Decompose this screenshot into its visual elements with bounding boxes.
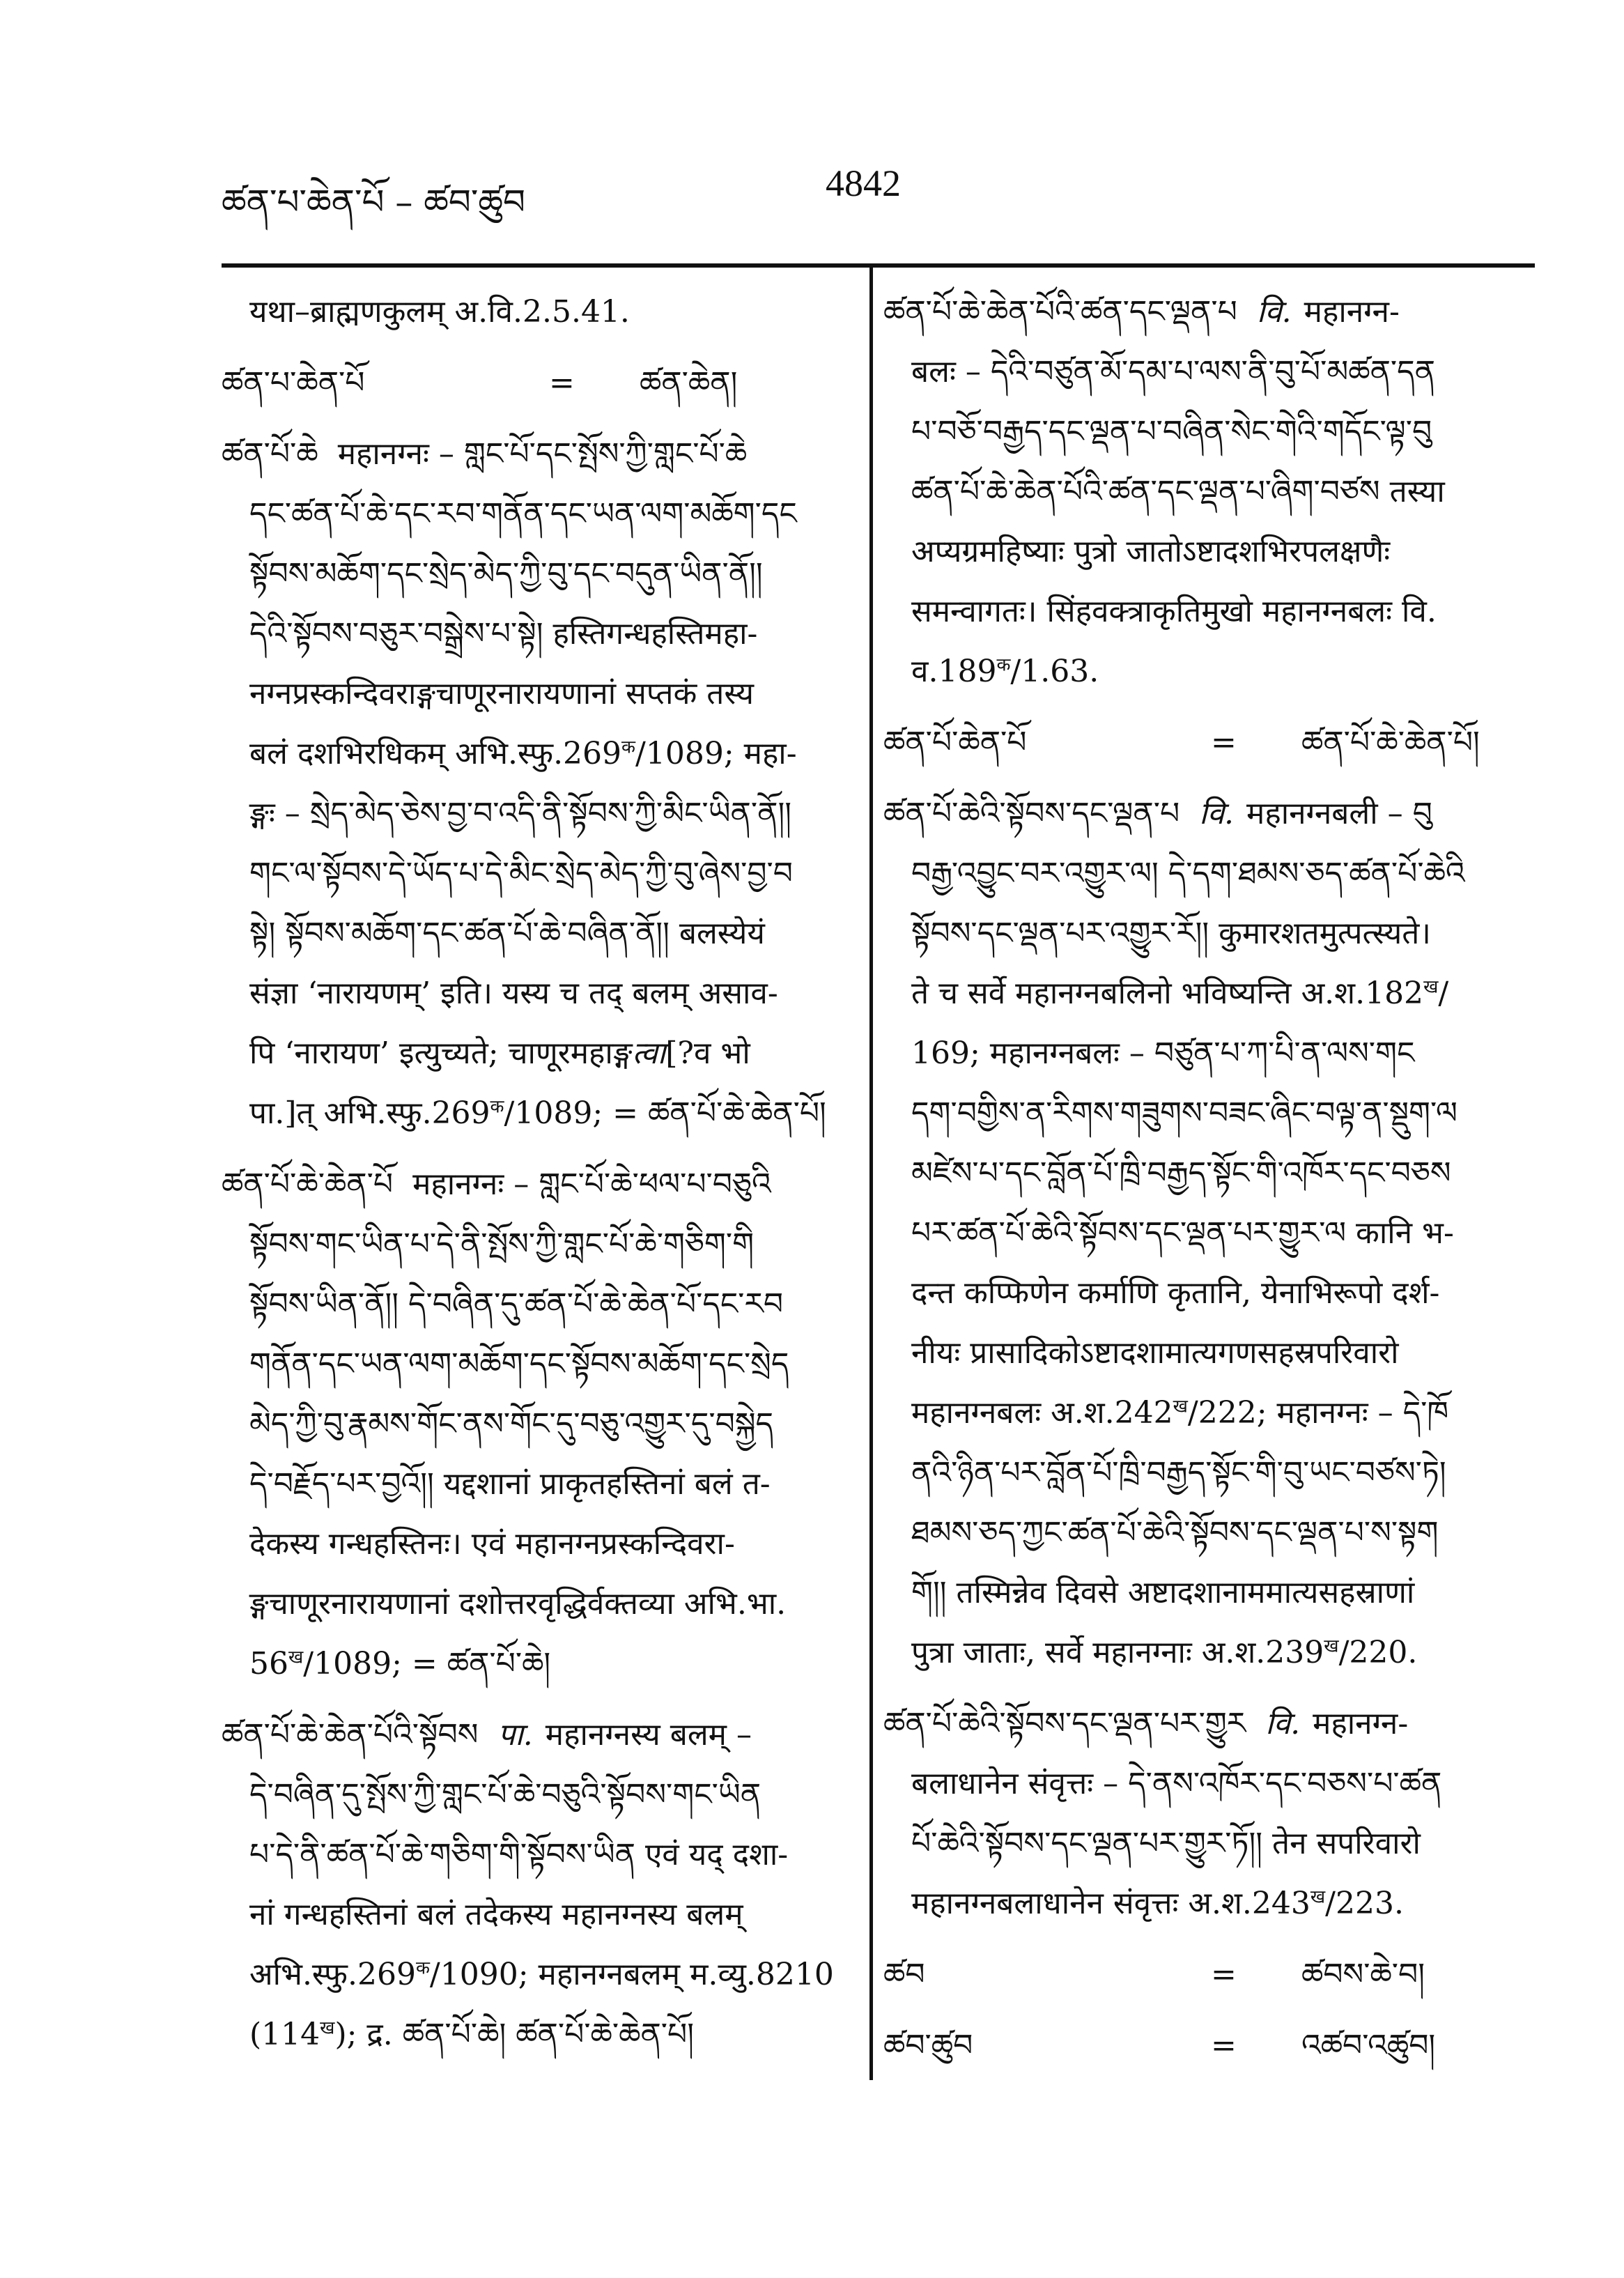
grammar-label: वि. xyxy=(1256,294,1292,330)
column-divider xyxy=(869,265,873,2080)
definition-text: གང་ལ་སྟོབས་དེ་ཡོད་པ་དེ་མིང་སྲེད་མེད་ཀྱི་བུ་ཞེས་བྱ་བ xyxy=(249,856,793,891)
definition-text: 56 xyxy=(249,1646,288,1681)
entry-line xyxy=(883,1754,1535,1814)
definition-text: पा.]त् अभि.स्फु.269 xyxy=(249,1095,490,1131)
definition-text: महानग्नबलः अ.श.242 xyxy=(911,1395,1173,1431)
entry-line xyxy=(222,544,852,604)
headword: ཚན་པོ་ཆེ xyxy=(222,436,318,472)
equals-sign: = xyxy=(1211,2028,1237,2063)
headword: ཚན་པོ་ཆེའི་སྟོབས་དང་ལྡན་པ xyxy=(883,796,1180,831)
cross-reference-entry xyxy=(222,353,852,413)
headword: ཚན་པོ་ཆེ་ཆེན་པོའི་ཚན་དང་ལྡན་པ xyxy=(883,294,1237,330)
grammar-label: वि. xyxy=(1265,1706,1301,1741)
entry-line xyxy=(222,1945,852,2005)
entry-line xyxy=(883,1503,1535,1563)
entry-line xyxy=(883,1024,1535,1084)
dictionary-entry xyxy=(883,1694,1535,1934)
entry-line xyxy=(883,1263,1535,1323)
entry-line xyxy=(222,1634,852,1694)
definition-text: पुत्रा जाताः, सर्वे महानग्नाः अ.श.239 xyxy=(911,1635,1324,1670)
definition-text: ནའི་ཉིན་པར་བློན་པོ་ཁྲི་བརྒྱད་སྟོང་གི་བུ་ཡང་བཙས་ཏེ། xyxy=(911,1455,1446,1491)
entry-line xyxy=(883,1323,1535,1383)
definition-text: 169; महानग्नबलः – བཙུན་པ་ཀ་པི་ན་ལས་གང xyxy=(911,1036,1415,1071)
definition-text: नीयः प्रासादिकोऽष्टादशामात्यगणसहस्रपरिवारो xyxy=(911,1335,1399,1371)
entry-line xyxy=(222,2005,852,2065)
definition-text: /223. xyxy=(1325,1886,1404,1921)
dictionary-entry xyxy=(883,713,1535,773)
grammar-label: पा. xyxy=(497,1717,533,1753)
left-column xyxy=(222,282,852,2065)
definition-text: དེ་བཞིན་དུ་སྤོས་ཀྱི་གླང་པོ་ཆེ་བཅུའི་སྟོབས་གང་ཡིན xyxy=(249,1777,761,1813)
definition-text: महानग्नः – གླང་པོ་དང་སྤོས་ཀྱི་གླང་པོ་ཆེ xyxy=(337,436,748,472)
definition-text: महानग्नः – གླང་པོ་ཆེ་ཕལ་པ་བཅུའི xyxy=(412,1167,771,1202)
entry-line xyxy=(883,402,1535,462)
entry-line xyxy=(883,462,1535,522)
definition-text: པོ་ཆེའི་སྟོབས་དང་ལྡན་པར་གྱུར་ཏོ།། तेन सपरिवारो xyxy=(911,1826,1421,1861)
entry-line xyxy=(222,1765,852,1825)
entry-line xyxy=(222,844,852,904)
definition-text: སྟོབས་མཆོག་དང་སྲེད་མེད་ཀྱི་བུ་དང་བདུན་ཡིན་ནོ།། xyxy=(249,556,763,592)
dictionary-entry xyxy=(222,424,852,1144)
folio-side-superscript: क xyxy=(996,654,1011,676)
headword: ཚབ་ཚུབ xyxy=(883,2028,973,2063)
definition-text: མེད་ཀྱི་བུ་རྣམས་གོང་ནས་གོང་དུ་བཅུ་འགྱུར་དུ་བསྐྱེད xyxy=(249,1406,774,1442)
cross-reference-target: འཚབ་འཚུབ། xyxy=(1301,2028,1436,2063)
page-number: 4842 xyxy=(826,162,901,204)
definition-text: བརྒྱ་འབྱུང་བར་འགྱུར་ལ། དེ་དག་ཐམས་ཅད་ཚན་པོ་ཆེའི xyxy=(911,856,1465,891)
folio-side-superscript: क xyxy=(415,1957,430,1979)
headword: ཚན་པ་ཆེན་པོ xyxy=(222,365,365,401)
definition-text: དེའི་སྟོབས་བཅུར་བསྒྲེས་པ་སྟེ། हस्तिगन्धहस्तिमहा- xyxy=(249,616,758,652)
folio-side-superscript: ख xyxy=(1310,1886,1326,1908)
dictionary-entry xyxy=(222,1155,852,1694)
equals-sign: = xyxy=(1211,725,1237,760)
definition-text: नग्नप्रस्कन्दिवराङ्गचाणूरनारायणानां सप्तकं तस्य xyxy=(249,676,754,711)
cross-reference-target: ཚན་པོ་ཆེ་ཆེན་པོ། xyxy=(1301,725,1480,760)
entry-line xyxy=(222,484,852,544)
definition-text: व.189 xyxy=(911,654,997,689)
definition-text: གོ།། तस्मिन्नेव दिवसे अष्टादशानाममात्यसहस्राणां xyxy=(911,1575,1415,1610)
definition-text: संज्ञा ‘नारायणम्’ इति। यस्य च तद् बलम् असाव- xyxy=(249,976,778,1011)
definition-text: གནོན་དང་ཡན་ལག་མཆོག་དང་སྟོབས་མཆོག་དང་སྲེད xyxy=(249,1346,789,1382)
dictionary-entry xyxy=(883,282,1535,702)
definition-text: बलः – དེའི་བཙུན་མོ་དམ་པ་ལས་ནི་བུ་པོ་མཚན་དན xyxy=(911,354,1435,390)
definition-text: པར་ཚན་པོ་ཆེའི་སྟོབས་དང་ལྡན་པར་གྱུར་ལ कानि भ- xyxy=(911,1215,1454,1251)
headword: ཚན་པོ་ཆེ་ཆེན་པོ xyxy=(222,1167,394,1202)
entry-line xyxy=(883,1203,1535,1263)
entry-line xyxy=(883,642,1535,702)
entry-line xyxy=(222,1275,852,1334)
definition-text: महानग्न- xyxy=(1304,294,1400,330)
entry-line xyxy=(883,1874,1535,1934)
entry-line xyxy=(883,1084,1535,1144)
entry-line xyxy=(883,1814,1535,1874)
header-rule xyxy=(222,263,1535,268)
entry-line xyxy=(222,664,852,724)
entry-line xyxy=(222,1084,852,1144)
entry-line xyxy=(883,1443,1535,1503)
definition-text: མཛེས་པ་དང་བློན་པོ་ཁྲི་བརྒྱད་སྟོང་གི་འཁོར་དང་བཅས xyxy=(911,1155,1451,1191)
definition-text: /220. xyxy=(1338,1635,1418,1670)
folio-side-superscript: ख xyxy=(320,2017,335,2039)
entry-line xyxy=(222,604,852,664)
dictionary-entry xyxy=(222,353,852,413)
entry-line xyxy=(222,724,852,784)
cross-reference-entry xyxy=(883,1945,1535,2005)
definition-text: यथा–ब्राह्मणकुलम् अ.वि.2.5.41. xyxy=(249,294,630,330)
definition-text: पि ‘नारायण’ इत्युच्यते; चाणूरमहाङ्ग xyxy=(249,1036,633,1071)
entry-line xyxy=(222,1574,852,1634)
entry-line xyxy=(222,1024,852,1084)
definition-text: अभि.स्फु.269 xyxy=(249,1957,416,1992)
definition-text: दन्त कप्फिणेन कर्माणि कृतानि, येनाभिरूपो दर्श- xyxy=(911,1275,1440,1311)
definition-text: /222; महानग्नः – དེ་ཁོ xyxy=(1187,1395,1449,1431)
definition-text: अप्यग्रमहिष्याः पुत्रो जातोऽष्टादशभिरपलक्षणैः xyxy=(911,534,1391,569)
entry-line xyxy=(222,1155,852,1215)
entry-line xyxy=(883,342,1535,402)
definition-text: (114 xyxy=(249,2017,320,2052)
entry-line xyxy=(222,1705,852,1765)
folio-side-superscript: ख xyxy=(1324,1636,1339,1657)
entry-line xyxy=(883,844,1535,904)
right-column xyxy=(883,282,1535,2076)
definition-text: समन्वागतः। सिंहवक्त्राकृतिमुखो महानग्नबलः वि. xyxy=(911,594,1437,629)
headword: ཚབ xyxy=(883,1957,925,1992)
cross-reference-entry xyxy=(883,2016,1535,2076)
definition-text: པ་བཅོ་བརྒྱད་དང་ལྡན་པ་བཞིན་སེང་གེའི་གདོང་ལྟ་བུ xyxy=(911,414,1432,449)
entry-line xyxy=(883,522,1535,582)
entry-line xyxy=(222,904,852,964)
definition-text: དང་ཚན་པོ་ཆེ་དང་རབ་གནོན་དང་ཡན་ལག་མཆོག་དང xyxy=(249,496,797,532)
entry-line xyxy=(883,904,1535,964)
running-header: ཚན་པ་ཆེན་པོ – ཚབ་ཚུབ xyxy=(222,182,526,222)
headword: ཚན་པོ་ཆེའི་སྟོབས་དང་ལྡན་པར་གྱུར xyxy=(883,1706,1246,1741)
definition-text: དེ་བརྗོད་པར་བྱའོ།། यद्दशानां प्राकृतहस्तिनां बलं त- xyxy=(249,1466,771,1502)
dictionary-entry xyxy=(222,282,852,342)
definition-text: /1.63. xyxy=(1010,654,1099,689)
definition-text: महानग्नस्य बलम् – xyxy=(545,1717,752,1753)
entry-line xyxy=(883,1563,1535,1623)
definition-text: महानग्नबली – བུ xyxy=(1246,796,1432,831)
entry-line xyxy=(222,1514,852,1574)
headword: ཚན་པོ་ཆེན་པོ xyxy=(883,725,1027,760)
definition-text: बलं दशभिरधिकम् अभि.स्फु.269 xyxy=(249,736,622,771)
definition-text: ङ्गचाणूरनारायणानां दशोत्तरवृद्धिर्वक्तव्या अभि.भा. xyxy=(249,1586,787,1622)
definition-text: /1089; = ཚན་པོ་ཆེ། xyxy=(303,1646,551,1681)
dictionary-entry xyxy=(883,1945,1535,2005)
definition-text: ); द्र. ཚན་པོ་ཆེ། ཚན་པོ་ཆེ་ཆེན་པོ། xyxy=(334,2017,695,2052)
definition-text: /1090; महानग्नबलम् म.व्यु.8210 xyxy=(429,1957,834,1992)
entry-line xyxy=(222,1334,852,1394)
equals-sign: = xyxy=(549,365,575,401)
definition-text: नां गन्धहस्तिनां बलं तदेकस्य महानग्नस्य बलम् xyxy=(249,1897,743,1932)
entry-line xyxy=(883,784,1535,844)
cross-reference-entry xyxy=(883,713,1535,773)
definition-text: महानग्नबलाधानेन संवृत्तः अ.श.243 xyxy=(911,1886,1310,1921)
cross-reference-target: ཚབས་ཆེ་བ། xyxy=(1301,1957,1425,1992)
definition-text: སྟོབས་གང་ཡིན་པ་དེ་ནི་སྤོས་ཀྱི་གླང་པོ་ཆེ་གཅིག་གི xyxy=(249,1226,755,1262)
folio-side-superscript: ख xyxy=(288,1647,304,1668)
entry-line xyxy=(222,282,852,342)
entry-line xyxy=(222,1825,852,1885)
entry-line xyxy=(883,1623,1535,1683)
italic-text: त्वा xyxy=(632,1036,666,1071)
entry-line xyxy=(222,1215,852,1275)
equals-sign: = xyxy=(1211,1957,1237,1992)
entry-line xyxy=(222,964,852,1024)
grammar-label: वि. xyxy=(1199,796,1235,831)
entry-line xyxy=(883,1694,1535,1754)
cross-reference-target: ཚན་ཆེན། xyxy=(640,365,738,401)
definition-text: ཚན་པོ་ཆེ་ཆེན་པོའི་ཚན་དང་ལྡན་པ་ཞིག་བཙས तस्या xyxy=(911,474,1445,509)
definition-text: སྟོབས་དང་ལྡན་པར་འགྱུར་རོ།། कुमारशतमुत्पत्स्यते। xyxy=(911,916,1431,951)
definition-text: ङ्गः – སྲེད་མེད་ཅེས་བྱ་བ་འདི་ནི་སྟོབས་ཀྱི་མིང་ཡིན་ནོ།། xyxy=(249,796,791,831)
entry-line xyxy=(883,964,1535,1024)
entry-line xyxy=(222,1885,852,1945)
definition-text: महानग्न- xyxy=(1313,1706,1409,1741)
definition-text: པ་དེ་ནི་ཚན་པོ་ཆེ་གཅིག་གི་སྟོབས་ཡིན एवं यद् दशा- xyxy=(249,1837,789,1872)
definition-text: / xyxy=(1438,976,1449,1011)
definition-text: ते च सर्वे महानग्नबलिनो भविष्यन्ति अ.श.182 xyxy=(911,976,1424,1011)
folio-side-superscript: क xyxy=(490,1096,504,1118)
folio-side-superscript: ख xyxy=(1173,1396,1188,1417)
dictionary-entry xyxy=(883,2016,1535,2076)
entry-line xyxy=(222,424,852,484)
entry-line xyxy=(222,1394,852,1454)
definition-text: སྟོབས་ཡིན་ནོ།། དེ་བཞིན་དུ་ཚན་པོ་ཆེ་ཆེན་པོ་དང་རབ xyxy=(249,1286,784,1322)
entry-line xyxy=(222,1454,852,1514)
definition-text: [?व भो xyxy=(665,1036,750,1071)
headword: ཚན་པོ་ཆེ་ཆེན་པོའི་སྟོབས xyxy=(222,1717,479,1753)
entry-line xyxy=(883,1144,1535,1203)
definition-text: དག་བགྱིས་ན་རིགས་གཟུགས་བཟང་ཞིང་བལྟ་ན་སྡུག་ལ xyxy=(911,1095,1457,1131)
dictionary-entry xyxy=(883,784,1535,1683)
entry-line xyxy=(883,1383,1535,1443)
entry-line xyxy=(883,282,1535,342)
definition-text: ཐམས་ཅད་ཀྱང་ཚན་པོ་ཆེའི་སྟོབས་དང་ལྡན་པ་ས་སྟག xyxy=(911,1515,1439,1550)
definition-text: /1089; = ཚན་པོ་ཆེ་ཆེན་པོ། xyxy=(504,1095,826,1131)
entry-line xyxy=(222,784,852,844)
definition-text: སྟེ། སྟོབས་མཆོག་དང་ཚན་པོ་ཆེ་བཞིན་ནོ།། बलस्येयं xyxy=(249,916,765,951)
definition-text: /1089; महा- xyxy=(635,736,797,771)
folio-side-superscript: क xyxy=(621,737,636,758)
folio-side-superscript: ख xyxy=(1423,976,1439,998)
entry-line xyxy=(883,582,1535,642)
definition-text: देकस्य गन्धहस्तिनः। एवं महानग्नप्रस्कन्दिवरा- xyxy=(249,1526,735,1562)
dictionary-entry xyxy=(222,1705,852,2065)
definition-text: बलाधानेन संवृत्तः – དེ་ནས་འཁོར་དང་བཅས་པ་ཚན xyxy=(911,1766,1442,1801)
